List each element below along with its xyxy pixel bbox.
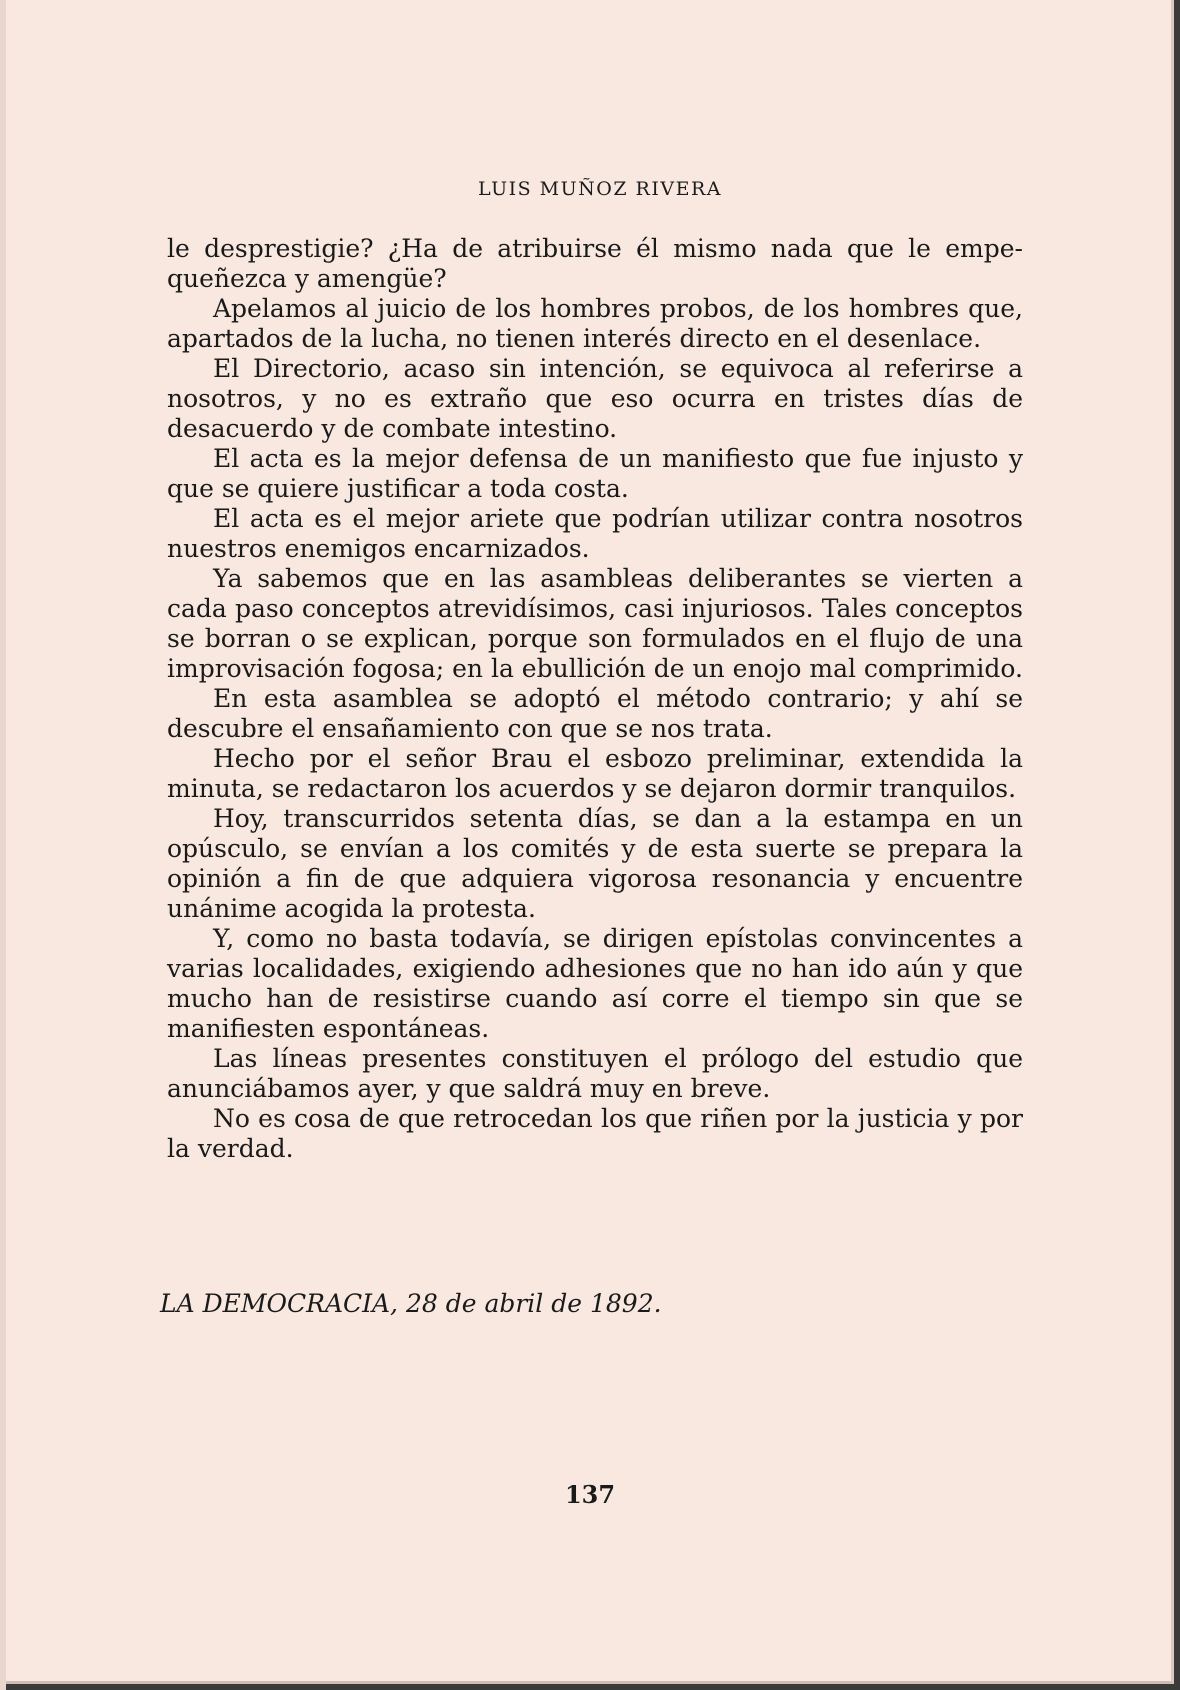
body-text: [167, 234, 1023, 1164]
paragraph: Ya sabemos que en las asambleas deliberantes se vierten a cada paso conceptos atrevidísimos, casi injuriosos. Tales conceptos se borran o se explican, porque son formulados en el flujo de una improvisación fogosa; en la ebullición de un enojo mal comprimido.: [167, 564, 1023, 683]
paragraph: Las líneas presentes constituyen el prólogo del estudio que anunciábamos ayer, y que saldrá muy en breve.: [167, 1044, 1023, 1103]
paragraph: Hoy, transcurridos setenta días, se dan a la estampa en un opúsculo, se envían a los comités y de esta suerte se prepara la opinión a fin de que adquiera vigorosa resonancia y encuentre unánime acogida la protesta.: [167, 804, 1023, 923]
paragraph: El acta es el mejor ariete que podrían utilizar contra nosotros nuestros enemigos encarnizados.: [167, 504, 1023, 563]
running-head-text: LUIS MUÑOZ RIVERA: [478, 178, 722, 200]
page-number: 137: [564, 1480, 616, 1509]
paragraph: El acta es la mejor defensa de un manifiesto que fue injusto y que se quiere justificar a toda costa.: [167, 444, 1023, 503]
source-signature: LA DEMOCRACIA, 28 de abril de 1892.: [160, 1289, 662, 1318]
paragraph: Hecho por el señor Brau el esbozo preliminar, extendida la minuta, se redactaron los acuerdos y se dejaron dormir tranquilos.: [167, 744, 1023, 803]
paragraph: Apelamos al juicio de los hombres probos, de los hombres que, apartados de la lucha, no tienen interés directo en el desenlace.: [167, 294, 1023, 353]
paragraph: En esta asamblea se adoptó el método contrario; y ahí se descubre el ensañamiento con que se nos trata.: [167, 684, 1023, 743]
paragraph: El Directorio, acaso sin intención, se equivoca al referirse a nosotros, y no es extraño que eso ocurra en tristes días de desacuerdo y de combate intestino.: [167, 354, 1023, 443]
running-head: [0, 178, 1180, 200]
paragraph: Y, como no basta todavía, se dirigen epístolas convincentes a varias localidades, exigiendo adhesiones que no han ido aún y que mucho han de resistirse cuando así corre el tiempo sin que se manifiesten espontáneas.: [167, 924, 1023, 1043]
paragraph: le desprestigie? ¿Ha de atribuirse él mismo nada que le empequeñezca y amengüe?: [167, 234, 1023, 293]
paragraph: No es cosa de que retrocedan los que riñen por la justicia y por la verdad.: [167, 1104, 1023, 1163]
